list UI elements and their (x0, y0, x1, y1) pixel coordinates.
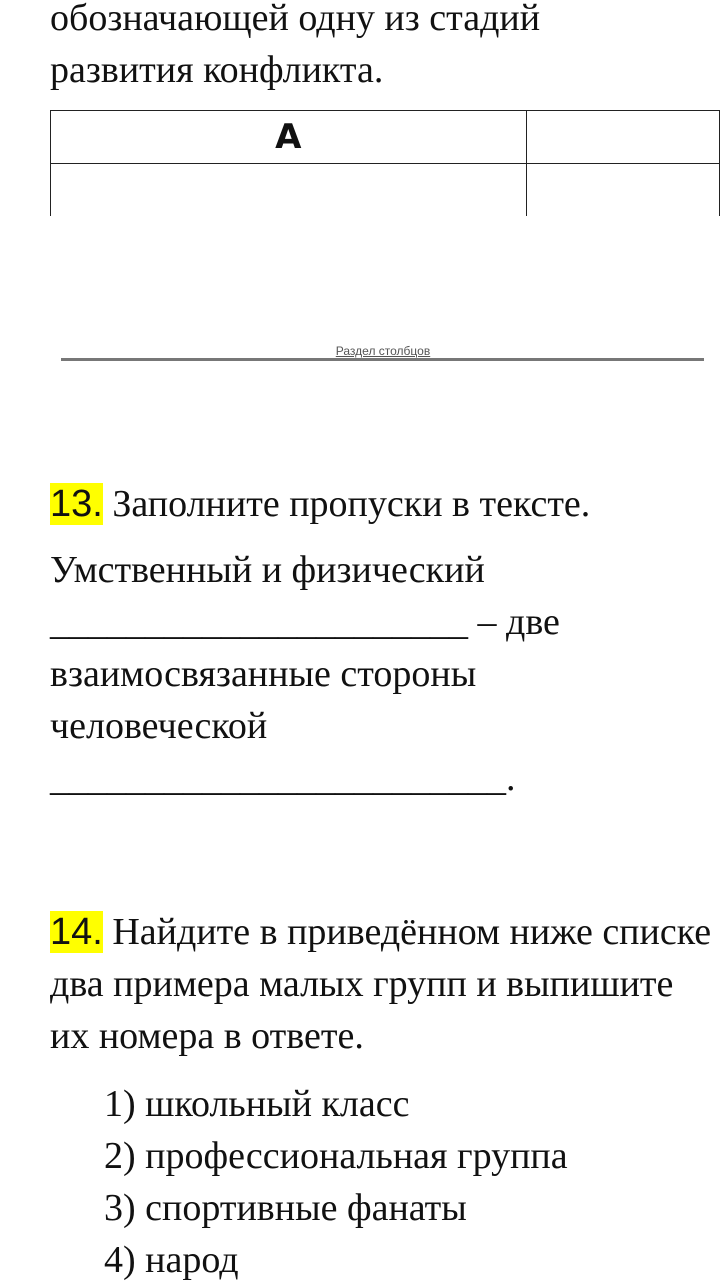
task-13-fill-in-text: Умственный и физический ______________________ – две взаимосвязанные стороны человеческой ________________________. (50, 549, 560, 799)
list-item: 4) народ (104, 1239, 239, 1281)
table-answer-cell-a[interactable] (51, 164, 527, 217)
table-row (51, 164, 720, 217)
column-break-rule (61, 358, 704, 361)
task-13-number: 13. (50, 483, 103, 525)
table-header-row (51, 111, 720, 164)
table-header-cell-a: А (51, 111, 527, 164)
task-14-instruction: Найдите в приведённом ниже списке два примера малых групп и выпишите их номера в ответе. (50, 911, 712, 1057)
task-14-number: 14. (50, 911, 103, 953)
intro-line-1: обозначающей одну из стадий (50, 0, 541, 39)
task-13-instruction: Заполните пропуски в тексте. (102, 483, 591, 525)
task-13 (50, 478, 720, 804)
list-item: 2) профессиональная группа (104, 1135, 568, 1177)
task-14-options (104, 1078, 568, 1286)
table-header-cell-b (526, 111, 720, 164)
table-answer-cell-b[interactable] (526, 164, 720, 217)
intro-line-2: развития конфликта. (50, 49, 384, 91)
list-item: 3) спортивные фанаты (104, 1187, 467, 1229)
intro-text (50, 0, 710, 96)
answer-table (50, 110, 720, 216)
list-item: 1) школьный класс (104, 1083, 410, 1125)
task-14 (50, 906, 720, 1062)
column-break-label: Раздел столбцов (335, 344, 431, 358)
task-13-prompt (50, 478, 720, 530)
task-14-prompt (50, 906, 720, 1062)
